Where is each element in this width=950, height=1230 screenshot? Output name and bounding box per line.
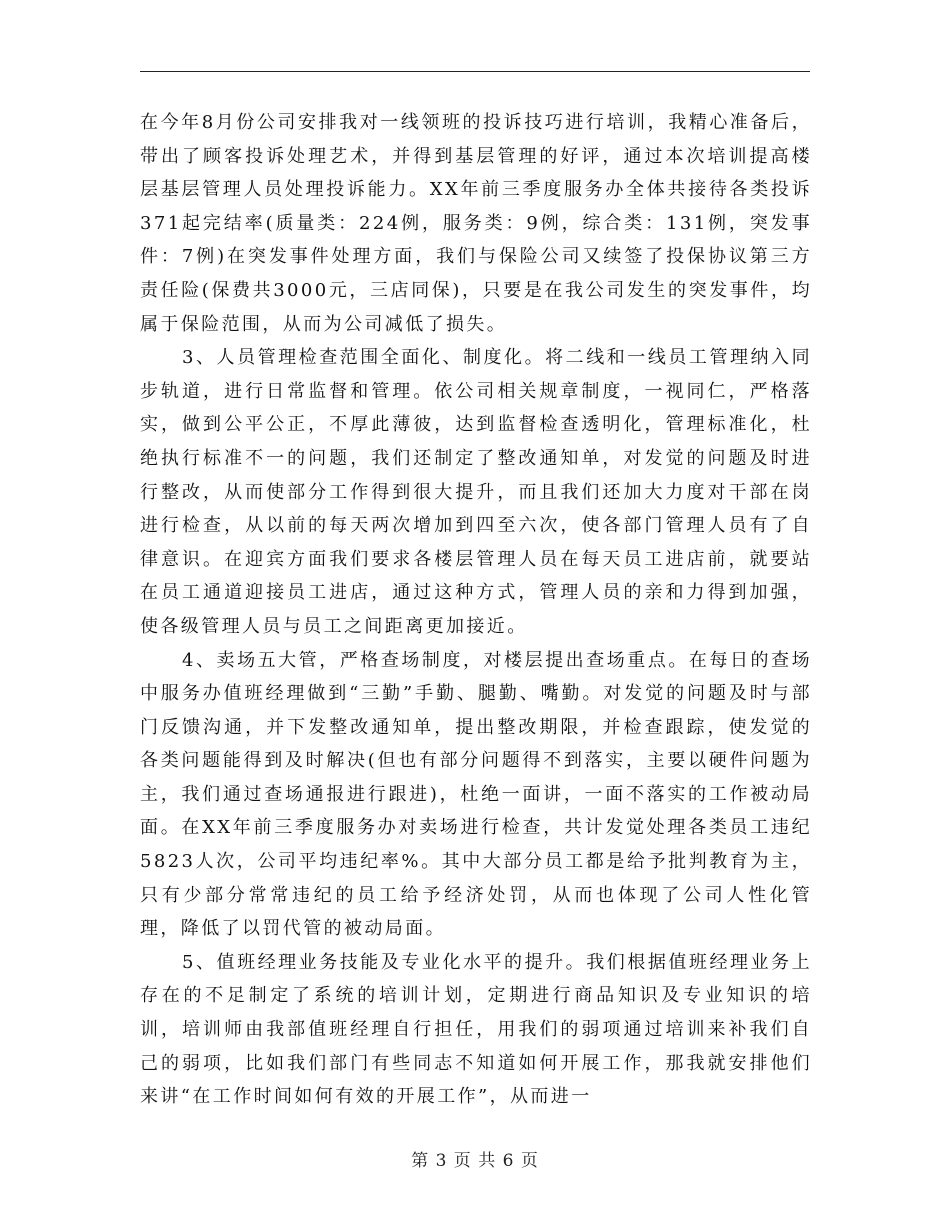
- paragraph-2: 3、人员管理检查范围全面化、制度化。将二线和一线员工管理纳入同步轨道，进行日常监督和管理。依公司相关规章制度，一视同仁，严格落实，做到公平公正，不厚此薄彼，达到监督检查透明化，管理标准化，杜绝执行标准不一的问题，我们还制定了整改通知单，对发觉的问题及时进行整改，从而使部分工作得到很大提升，而且我们还加大力度对干部在岗进行检查，从以前的每天两次增加到四至六次，使各部门管理人员有了自律意识。在迎宾方面我们要求各楼层管理人员在每天员工进店前，就要站在员工通道迎接员工进店，通过这种方式，管理人员的亲和力得到加强，使各级管理人员与员工之间距离更加接近。: [140, 347, 812, 637]
- paragraph-4: 5、值班经理业务技能及专业化水平的提升。我们根据值班经理业务上存在的不足制定了系统的培训计划，定期进行商品知识及专业知识的培训，培训师由我部值班经理自行担任，用我们的弱项通过培训来补我们自己的弱项，比如我们部门有些同志不知道如何开展工作，那我就安排他们来讲“在工作时间如何有效的开展工作”，从而进一: [140, 951, 812, 1108]
- paragraph-1: 在今年8月份公司安排我对一线领班的投诉技巧进行培训，我精心准备后，带出了顾客投诉处理艺术，并得到基层管理的好评，通过本次培训提高楼层基层管理人员处理投诉能力。XX年前三季度服务办全体共接待各类投诉371起完结率(质量类：224例，服务类：9例，综合类：131例，突发事件：7例)在突发事件处理方面，我们与保险公司又续签了投保协议第三方责任险(保费共3000元，三店同保)，只要是在我公司发生的突发事件，均属于保险范围，从而为公司减低了损失。: [140, 112, 812, 335]
- body-text: [140, 106, 812, 1114]
- page-footer: [0, 1146, 950, 1171]
- page-number: 第 3 页 共 6 页: [411, 1151, 539, 1171]
- paragraph-3: 4、卖场五大管，严格查场制度，对楼层提出查场重点。在每日的查场中服务办值班经理做到“三勤”手勤、腿勤、嘴勤。对发觉的问题及时与部门反馈沟通，并下发整改通知单，提出整改期限，并检查跟踪，使发觉的各类问题能得到及时解决(但也有部分问题得不到落实，主要以硬件问题为主，我们通过查场通报进行跟进)，杜绝一面讲，一面不落实的工作被动局面。在XX年前三季度服务办对卖场进行检查，共计发觉处理各类员工违纪5823人次，公司平均违纪率%。其中大部分员工都是给予批判教育为主，只有少部分常常违纪的员工给予经济处罚，从而也体现了公司人性化管理，降低了以罚代管的被动局面。: [140, 649, 812, 940]
- header-rule: [140, 71, 810, 72]
